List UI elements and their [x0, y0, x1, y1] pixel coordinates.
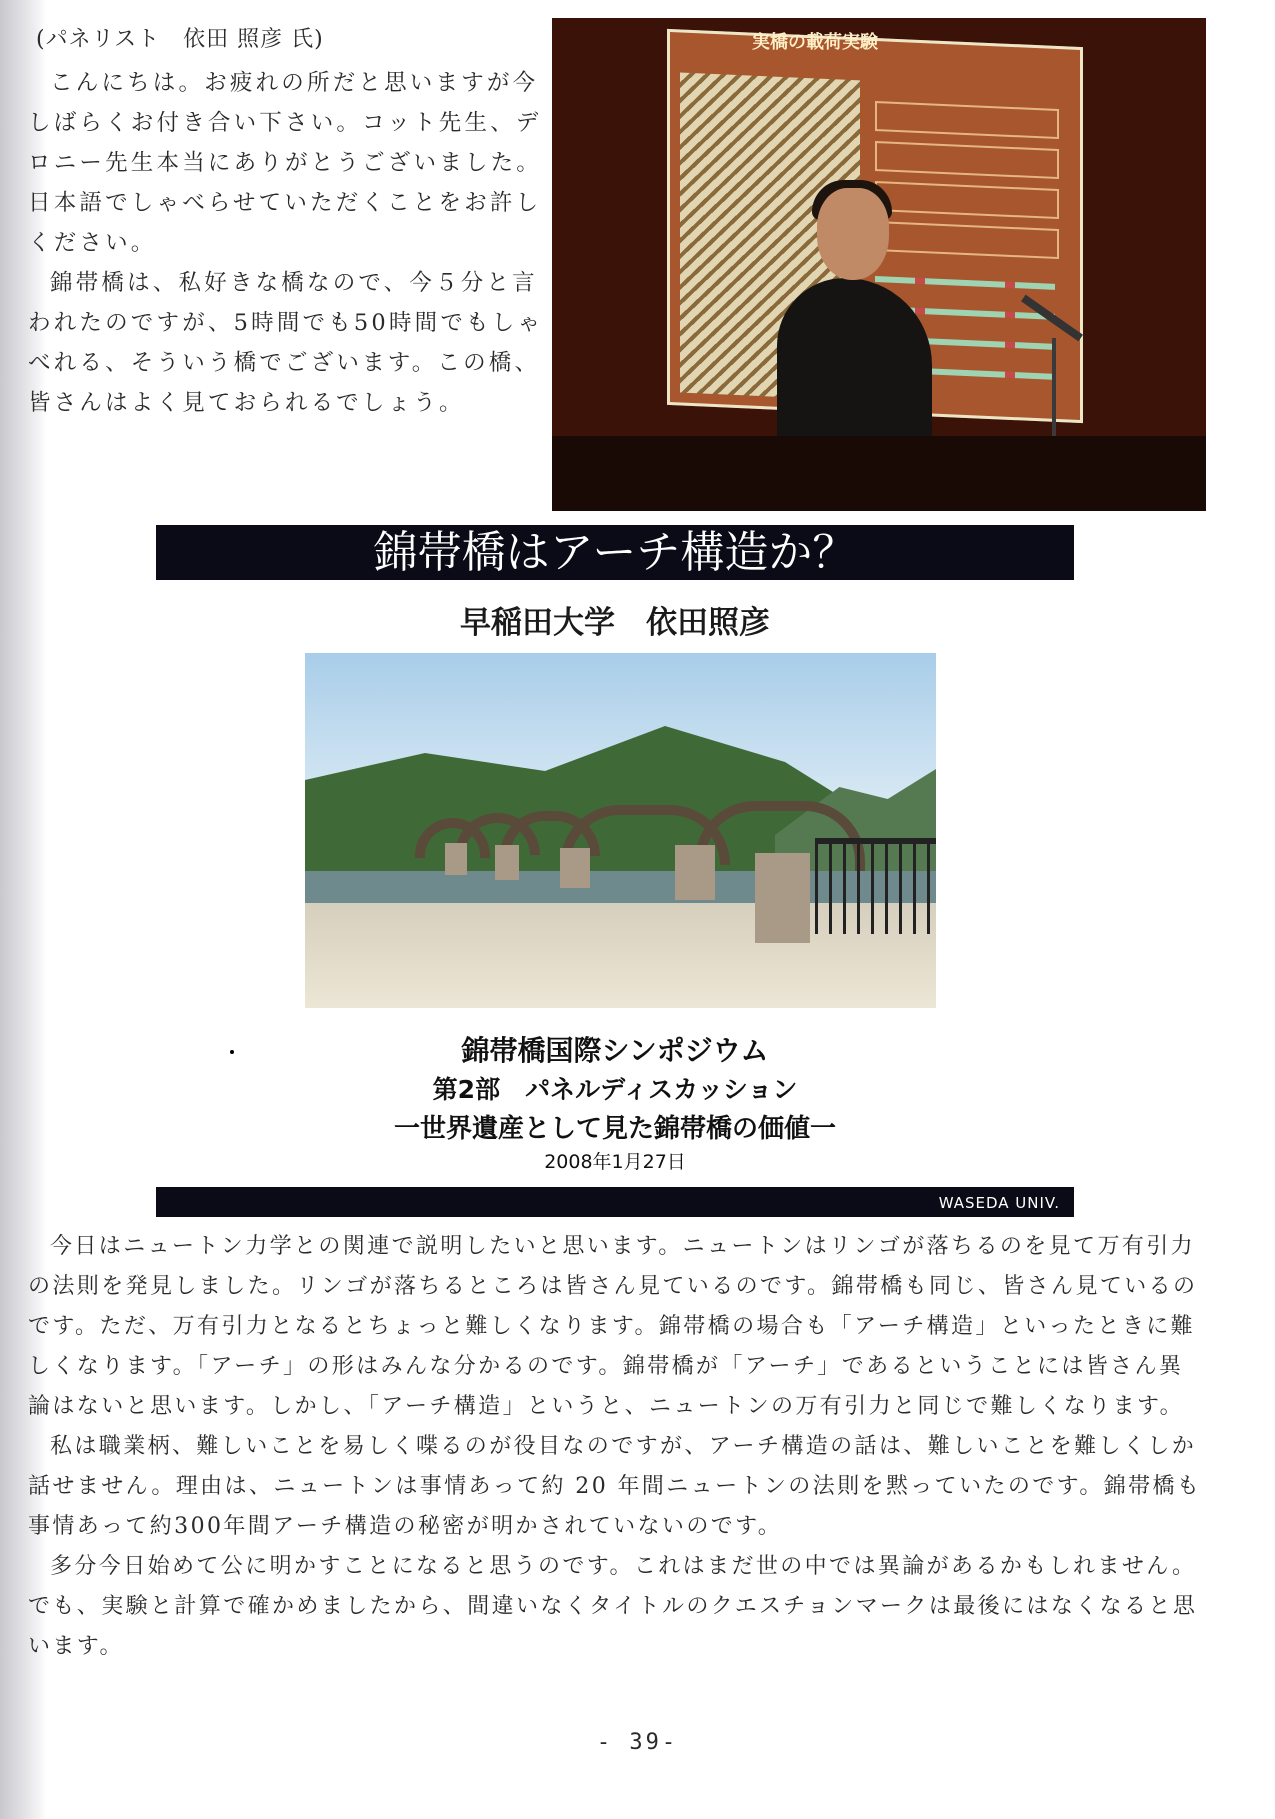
page-number: - 39- — [596, 1730, 679, 1755]
slide-screen-title: 実橋の載荷実験 — [752, 32, 878, 53]
symposium-subtitle: 一世界遺産として見た錦帯橋の価値一 — [393, 1114, 836, 1144]
slide-box — [875, 141, 1059, 179]
bridge-pier — [495, 845, 519, 880]
slide-box — [875, 101, 1059, 139]
slide-footer: WASEDA UNIV. — [156, 1187, 1074, 1217]
body-paragraph-1: 今日はニュートン力学との関連で説明したいと思います。ニュートンはリンゴが落ちるのを見て万有引力の法則を発見しました。リンゴが落ちるところは皆さん見ているのです。錦帯橋も同じ、皆さん見ているのです。ただ、万有引力となるとちょっと難しくなります。錦帯橋の場合も「アーチ構造」といったときに難しくなります。「アーチ」の形はみんな分かるのです。錦帯橋が「アーチ」であるということには皆さん異論はないと思います。しかし、「アーチ構造」というと、ニュートンの万有引力と同じで難しくなります。 — [28, 1234, 1198, 1419]
bridge-trestle — [815, 838, 936, 934]
slide-box — [875, 221, 1059, 259]
speaker-head — [817, 188, 889, 280]
kintaikyo-bridge-photo — [305, 653, 936, 1008]
bridge-pier — [560, 848, 590, 888]
body-paragraph-2: 私は職業柄、難しいことを易しく喋るのが役目なのですが、アーチ構造の話は、難しいことを難しくしか話せません。理由は、ニュートンは事情あって約 20 年間ニュートンの法則を黙っていたのです。錦帯橋も事情あって約300年間アーチ構造の秘密が明かされていないのです。 — [28, 1434, 1202, 1539]
slide-title: 錦帯橋はアーチ構造か？ — [156, 525, 1074, 580]
symposium-date: 2008年1月27日 — [544, 1151, 686, 1173]
body-paragraph-3: 多分今日始めて公に明かすことになると思うのです。これはまだ世の中では異論があるかもしれません。でも、実験と計算で確かめましたから、間違いなくタイトルのクエスチョンマークは最後にはなくなると思います。 — [28, 1554, 1198, 1659]
panelist-paragraph-2: 錦帯橋は、私好きな橋なので、今５分と言われたのですが、5時間でも50時間でもしゃべれる、そういう橋でございます。この橋、皆さんはよく見ておられるでしょう。 — [28, 270, 544, 416]
slide-line — [875, 276, 1055, 290]
panelist-section — [28, 22, 548, 423]
panelist-paragraph-1: こんにちは。お疲れの所だと思いますが今しばらくお付き合い下さい。コット先生、デロニー先生本当にありがとうございました。日本語でしゃべらせていただくことをお許しください。 — [28, 70, 543, 256]
slide-author: 早稲田大学 依田照彦 — [460, 605, 770, 641]
stage-floor — [552, 436, 1206, 511]
bridge-pier — [675, 845, 715, 900]
panelist-name: (パネリスト 依田 照彦 氏) — [36, 27, 324, 52]
bridge-pier — [755, 853, 810, 943]
body-text — [28, 1227, 1203, 1667]
speaker-photo — [552, 18, 1206, 511]
symposium-caption — [156, 1031, 1074, 1175]
symposium-title: 錦帯橋国際シンポジウム — [461, 1034, 769, 1067]
symposium-part: 第2部 パネルディスカッション — [432, 1075, 798, 1104]
slide-box — [875, 181, 1059, 219]
bridge-pier — [445, 843, 467, 875]
